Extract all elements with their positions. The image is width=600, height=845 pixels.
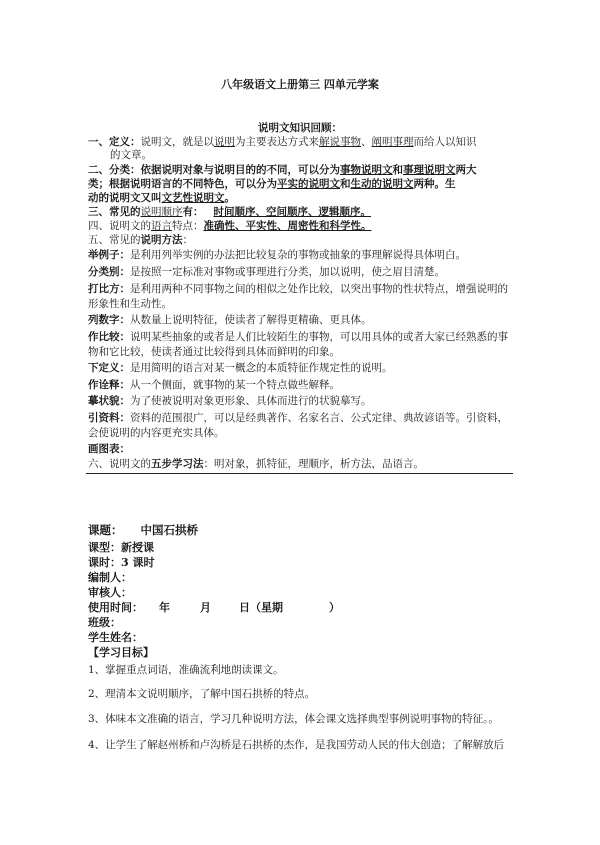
classification-term-literary: 文艺性说明文 [161, 192, 225, 204]
method-name: 分类别： [88, 266, 130, 278]
method-continuation: 形象性和生动性。 [88, 298, 172, 310]
language-line [88, 220, 518, 233]
classification-term-plain: 平实的说明文 [277, 178, 340, 190]
classification-line-2 [88, 178, 518, 191]
method-text: 是按照一定标准对事物或事理进行分类，加以说明，使之眉目清楚。 [130, 266, 445, 278]
method-item [88, 314, 518, 327]
definition-continuation: 的文章。 [110, 149, 152, 161]
classification-text-1c: 和 [392, 164, 403, 176]
definition-text-3: 、 [361, 136, 372, 148]
review-heading: 说明文知识回顾： [258, 122, 342, 134]
definition-term-explain: 说明 [214, 136, 235, 148]
document-title: 八年级语文上册第三 四单元学案 [221, 78, 379, 91]
method-text: 是利用列举实例的办法把比较复杂的事物或抽象的事理解说得具体明白。 [130, 249, 466, 261]
lesson-class: 班级： [88, 616, 121, 629]
method-text: 是用简明的语言对某一概念的本质特征作规定性的说明。 [130, 362, 393, 374]
definition-term-describe: 解说事物 [319, 136, 361, 148]
order-term: 说明顺序 [140, 206, 183, 218]
lesson-topic-value: 中国石拱桥 [140, 523, 198, 537]
method-item [88, 331, 518, 344]
lesson-time-month: 月 [200, 601, 211, 614]
method-item [88, 362, 518, 375]
lesson-time-label: 使用时间： [88, 601, 143, 614]
lesson-time-year: 年 [159, 601, 170, 614]
lesson-type: 课型：新授课 [88, 541, 154, 554]
definition-label: 一、定义： [88, 136, 141, 148]
classification-line-3 [88, 192, 518, 205]
method-name: 打比方： [88, 283, 130, 295]
classification-term-vivid: 生动的说明文 [350, 178, 414, 190]
goal-item: 4、让学生了解赵州桥和卢沟桥是石拱桥的杰作，是我国劳动人民的伟大创造；了解解放后 [88, 739, 505, 751]
steps-term: 五步学习法 [151, 458, 204, 470]
method-text: 从数量上说明特征，使读者了解得更精确、更具体。 [130, 314, 372, 326]
order-colon: 有： [182, 206, 204, 218]
language-label: 四、说明文的 [88, 220, 151, 232]
definition-text-4: 而给人以知识 [413, 136, 477, 148]
steps-colon: ： [203, 458, 214, 470]
methods-label: 五、常见的 [88, 234, 141, 246]
method-item [88, 443, 518, 456]
method-continuation: 会使说明的内容更充实具体。 [88, 427, 225, 439]
method-text: 是利用两种不同事物之间的相似之处作比较，以突出事物的性状特点，增强说明的 [130, 283, 508, 295]
method-item [88, 379, 518, 392]
classification-term-reason: 事理说明文 [403, 164, 456, 176]
method-continuation: 物和它比较，使读者通过比较得到具体而鲜明的印象。 [88, 346, 340, 358]
classification-text-1e: 两大 [455, 164, 477, 176]
method-text: 从一个侧面，就事物的某一个特点做些解释。 [130, 379, 340, 391]
definition-text-2: 为主要表达方式来 [235, 136, 319, 148]
method-text: 为了使被说明对象更形象、具体而进行的状貌摹写。 [130, 395, 372, 407]
lesson-time [88, 601, 340, 615]
classification-text-3c: 。 [224, 192, 235, 204]
lesson-time-day: 日（星期 [239, 601, 283, 614]
order-line [88, 206, 518, 219]
section-divider [86, 473, 513, 474]
definition-text-1: 说明文，就是以 [140, 136, 214, 148]
goal-item: 2、理清本文说明顺序，了解中国石拱桥的特点。 [88, 688, 316, 700]
method-name: 引资料： [88, 412, 130, 424]
methods-heading [88, 234, 518, 247]
method-name: 画图表： [88, 443, 130, 455]
classification-text-2c: 和 [340, 178, 351, 190]
methods-term: 说明方法 [140, 234, 183, 246]
order-label: 三、常见的 [88, 206, 141, 218]
method-item [88, 412, 518, 425]
lesson-topic-label: 课题： [88, 523, 123, 537]
classification-text-3a: 动的说明文又叫 [88, 192, 162, 204]
lesson-time-close: ） [329, 601, 340, 614]
method-item [88, 395, 518, 408]
classification-term-thing: 事物说明文 [340, 164, 393, 176]
lesson-hours: 课时：3 课时 [88, 556, 155, 569]
method-item [88, 283, 518, 296]
classification-text-2a: 类；根据说明语言的不同特色，可以分为 [88, 178, 277, 190]
method-item [88, 249, 518, 262]
method-text: 说明某些抽象的或者是人们比较陌生的事物，可以用具体的或者大家已经熟悉的事 [130, 331, 508, 343]
definition-term-clarify: 阐明事理 [371, 136, 414, 148]
method-name: 作比较： [88, 331, 130, 343]
steps-items: 明对象，抓特征，理顺序，析方法，品语言。 [214, 458, 424, 470]
method-name: 作诠释： [88, 379, 130, 391]
lesson-reviewer: 审核人： [88, 586, 132, 599]
method-name: 摹状貌： [88, 395, 130, 407]
method-item [88, 266, 518, 279]
goals-heading: 【学习目标】 [88, 646, 154, 659]
goal-item: 1、掌握重点词语，准确流利地朗读课文。 [88, 664, 284, 676]
classification-text-1a: 依据说明对象与说明目的的不同，可以分为 [140, 164, 340, 176]
methods-colon: ： [182, 234, 193, 246]
method-text: 资料的范围很广，可以是经典著作、名家名言、公式定律、典故谚语等。引资料， [130, 412, 508, 424]
steps-line [88, 458, 518, 471]
language-items: 准确性、平实性、周密性和科学性。 [203, 220, 372, 232]
goal-item: 3、体味本文准确的语言，学习几种说明方法，体会课文选择典型事例说明事物的特征。。 [88, 713, 499, 725]
language-term: 语言 [151, 220, 172, 232]
method-name: 举例子： [88, 249, 130, 261]
order-items: 时间顺序、空间顺序、逻辑顺序。 [213, 206, 371, 218]
classification-text-2e: 两种。生 [413, 178, 456, 190]
lesson-editor: 编制人： [88, 571, 132, 584]
definition-line [88, 136, 518, 149]
method-name: 下定义： [88, 362, 130, 374]
classification-line-1 [88, 164, 518, 177]
lesson-topic [88, 523, 198, 537]
method-name: 列数字： [88, 314, 130, 326]
language-colon: 特点： [172, 220, 204, 232]
steps-label: 六、说明文的 [88, 458, 151, 470]
classification-label: 二、分类： [88, 164, 141, 176]
lesson-student: 学生姓名： [88, 631, 143, 644]
